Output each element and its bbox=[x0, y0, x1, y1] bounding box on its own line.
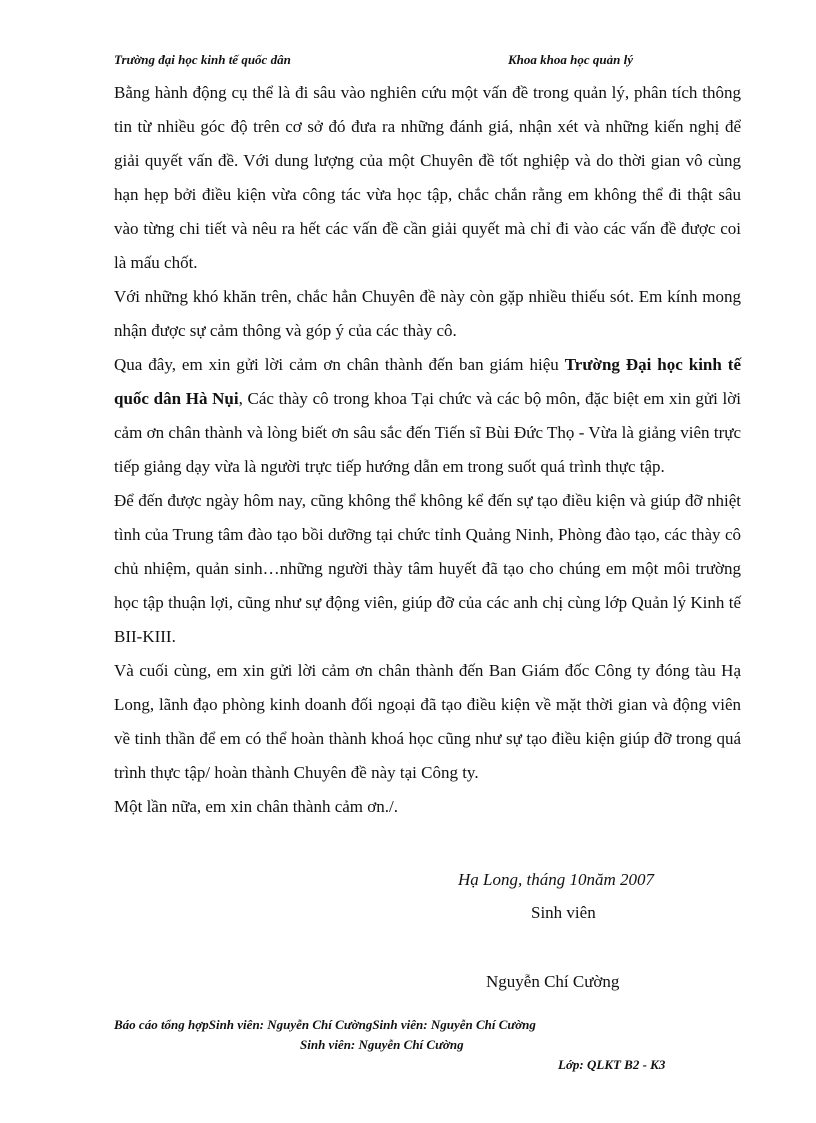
document-body bbox=[114, 76, 741, 824]
paragraph-6: Một lần nữa, em xin chân thành cảm ơn./. bbox=[114, 797, 398, 816]
footer-report-line: Báo cáo tổng hợpSinh viên: Nguyễn Chí CườngSinh viên: Nguyễn Chí Cường bbox=[114, 1017, 536, 1032]
footer-student-line: Sinh viên: Nguyễn Chí Cường bbox=[300, 1037, 464, 1052]
paragraph-5: Và cuối cùng, em xin gửi lời cảm ơn chân thành đến Ban Giám đốc Công ty đóng tàu Hạ Long, lãnh đạo phòng kinh doanh đối ngoại đã tạo điều kiện về mặt thời gian và động viên về tinh thần để em có thể hoàn thành khoá học cũng như sự tạo điều kiện giúp đỡ trong quá trình thực tập/ hoàn thành Chuyên đề này tại Công ty. bbox=[114, 661, 741, 782]
paragraph-2: Với những khó khăn trên, chắc hẳn Chuyên đề này còn gặp nhiều thiếu sót. Em kính mong nhận được sự cảm thông và góp ý của các thày cô. bbox=[114, 287, 741, 340]
signature-role: Sinh viên bbox=[531, 903, 596, 922]
paragraph-4: Để đến được ngày hôm nay, cũng không thể không kể đến sự tạo điều kiện và giúp đỡ nhiệt tình của Trung tâm đào tạo bồi dưỡng tại chức tỉnh Quảng Ninh, Phòng đào tạo, các thày cô chủ nhiệm, quản sinh…những người thày tâm huyết đã tạo cho chúng em một môi trường học tập thuận lợi, cũng như sự động viên, giúp đỡ của các anh chị cùng lớp Quản lý Kinh tế BII-KIII. bbox=[114, 491, 741, 646]
university-name-bold: Trường Đại học kinh tế quốc dân Hà Nụi bbox=[114, 355, 741, 408]
signature-name: Nguyễn Chí Cường bbox=[486, 972, 620, 991]
paragraph-3-rest: , Các thày cô trong khoa Tại chức và các bộ môn, đặc biệt em xin gửi lời cảm ơn chân thành và lòng biết ơn sâu sắc đến Tiến sĩ Bùi Đức Thọ - Vừa là giảng viên trực tiếp giảng dạy vừa là người trực tiếp hướng dẫn em trong suốt quá trình thực tập. bbox=[114, 389, 741, 476]
paragraph-3-intro: Qua đây, em xin gửi lời cảm ơn chân thành đến ban giám hiệu bbox=[114, 355, 565, 374]
paragraph-1: Bằng hành động cụ thể là đi sâu vào nghiên cứu một vấn đề trong quản lý, phân tích thông tin từ nhiều góc độ trên cơ sở đó đưa ra những đánh giá, nhận xét và những kiến nghị để giải quyết vấn đề. Với dung lượng của một Chuyên đề tốt nghiệp và do thời gian vô cùng hạn hẹp bởi điều kiện vừa công tác vừa học tập, chắc chắn rằng em không thể đi thật sâu vào từng chi tiết và nêu ra hết các vấn đề cần giải quyết mà chỉ đi vào các vấn đề được coi là mấu chốt. bbox=[114, 83, 741, 272]
paragraph-3 bbox=[114, 348, 741, 484]
header-university: Trường đại học kinh tế quốc dân bbox=[114, 52, 291, 67]
signature-date: Hạ Long, tháng 10năm 2007 bbox=[458, 870, 654, 889]
footer-class-line: Lớp: QLKT B2 - K3 bbox=[558, 1057, 666, 1072]
header-faculty: Khoa khoa học quản lý bbox=[508, 52, 633, 67]
